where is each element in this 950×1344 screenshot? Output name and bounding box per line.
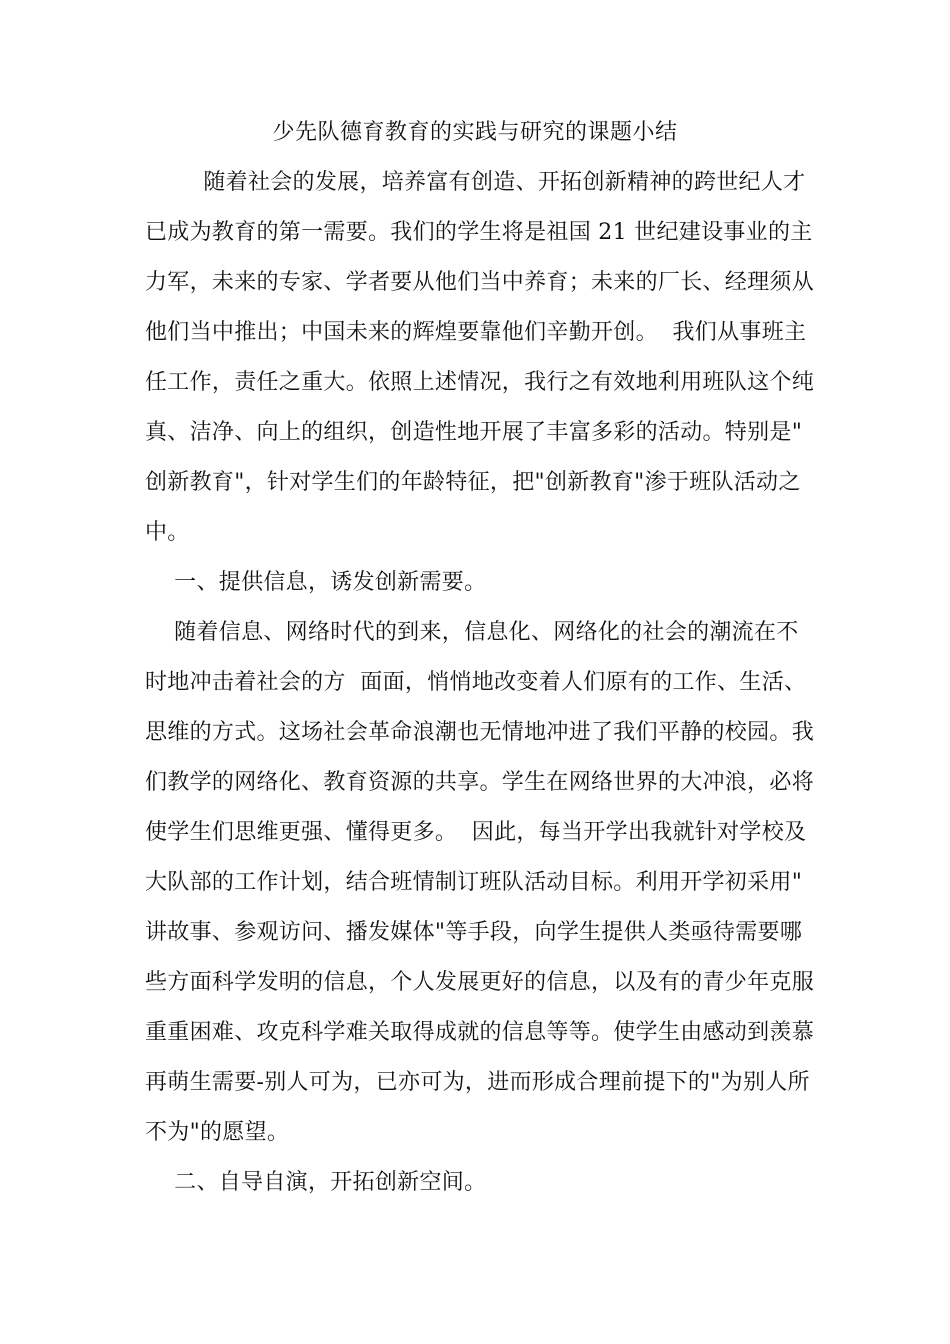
paragraph-line: 中。: [145, 520, 190, 545]
document-title: 少先队德育教育的实践与研究的课题小结: [272, 120, 678, 145]
paragraph-line: 真、洁净、向上的组织，创造性地开展了丰富多彩的活动。特别是": [145, 420, 803, 445]
paragraph-line: 随着信息、网络时代的到来，信息化、网络化的社会的潮流在不: [145, 620, 799, 645]
paragraph-line: 任工作，责任之重大。依照上述情况，我行之有效地利用班队这个纯: [145, 370, 815, 395]
paragraph-line: 不为"的愿望。: [145, 1120, 290, 1145]
section-heading-1: 一、提供信息，诱发创新需要。: [145, 570, 487, 595]
section-heading-2: 二、自导自演，开拓创新空间。: [145, 1170, 487, 1195]
paragraph-line: 思维的方式。这场社会革命浪潮也无情地冲进了我们平静的校园。我: [145, 720, 815, 745]
paragraph-line: 随着社会的发展，培养富有创造、开拓创新精神的跨世纪人才: [145, 170, 806, 195]
paragraph-line: 已成为教育的第一需要。我们的学生将是祖国 21 世纪建设事业的主: [145, 220, 813, 245]
paragraph-line: 创新教育"，针对学生们的年龄特征，把"创新教育"渗于班队活动之: [145, 470, 801, 495]
paragraph-line: 使学生们思维更强、懂得更多。 因此，每当开学出我就针对学校及: [145, 820, 807, 845]
paragraph-line: 们教学的网络化、教育资源的共享。学生在网络世界的大冲浪，必将: [145, 770, 815, 795]
paragraph-line: 再萌生需要-别人可为，已亦可为，进而形成合理前提下的"为别人所: [145, 1070, 810, 1095]
paragraph-line: 些方面科学发明的信息，个人发展更好的信息，以及有的青少年克服: [145, 970, 815, 995]
paragraph-line: 力军，未来的专家、学者要从他们当中养育；未来的厂长、经理须从: [145, 270, 815, 295]
paragraph-line: 重重困难、攻克科学难关取得成就的信息等等。使学生由感动到羡慕: [145, 1020, 815, 1045]
paragraph-line: 大队部的工作计划，结合班情制订班队活动目标。利用开学初采用": [145, 870, 803, 895]
paragraph-line: 讲故事、参观访问、播发媒体"等手段，向学生提供人类亟待需要哪: [145, 920, 803, 945]
paragraph-line: 时地冲击着社会的方 面面，悄悄地改变着人们原有的工作、生活、: [145, 670, 807, 695]
paragraph-line: 他们当中推出；中国未来的辉煌要靠他们辛勤开创。 我们从事班主: [145, 320, 807, 345]
